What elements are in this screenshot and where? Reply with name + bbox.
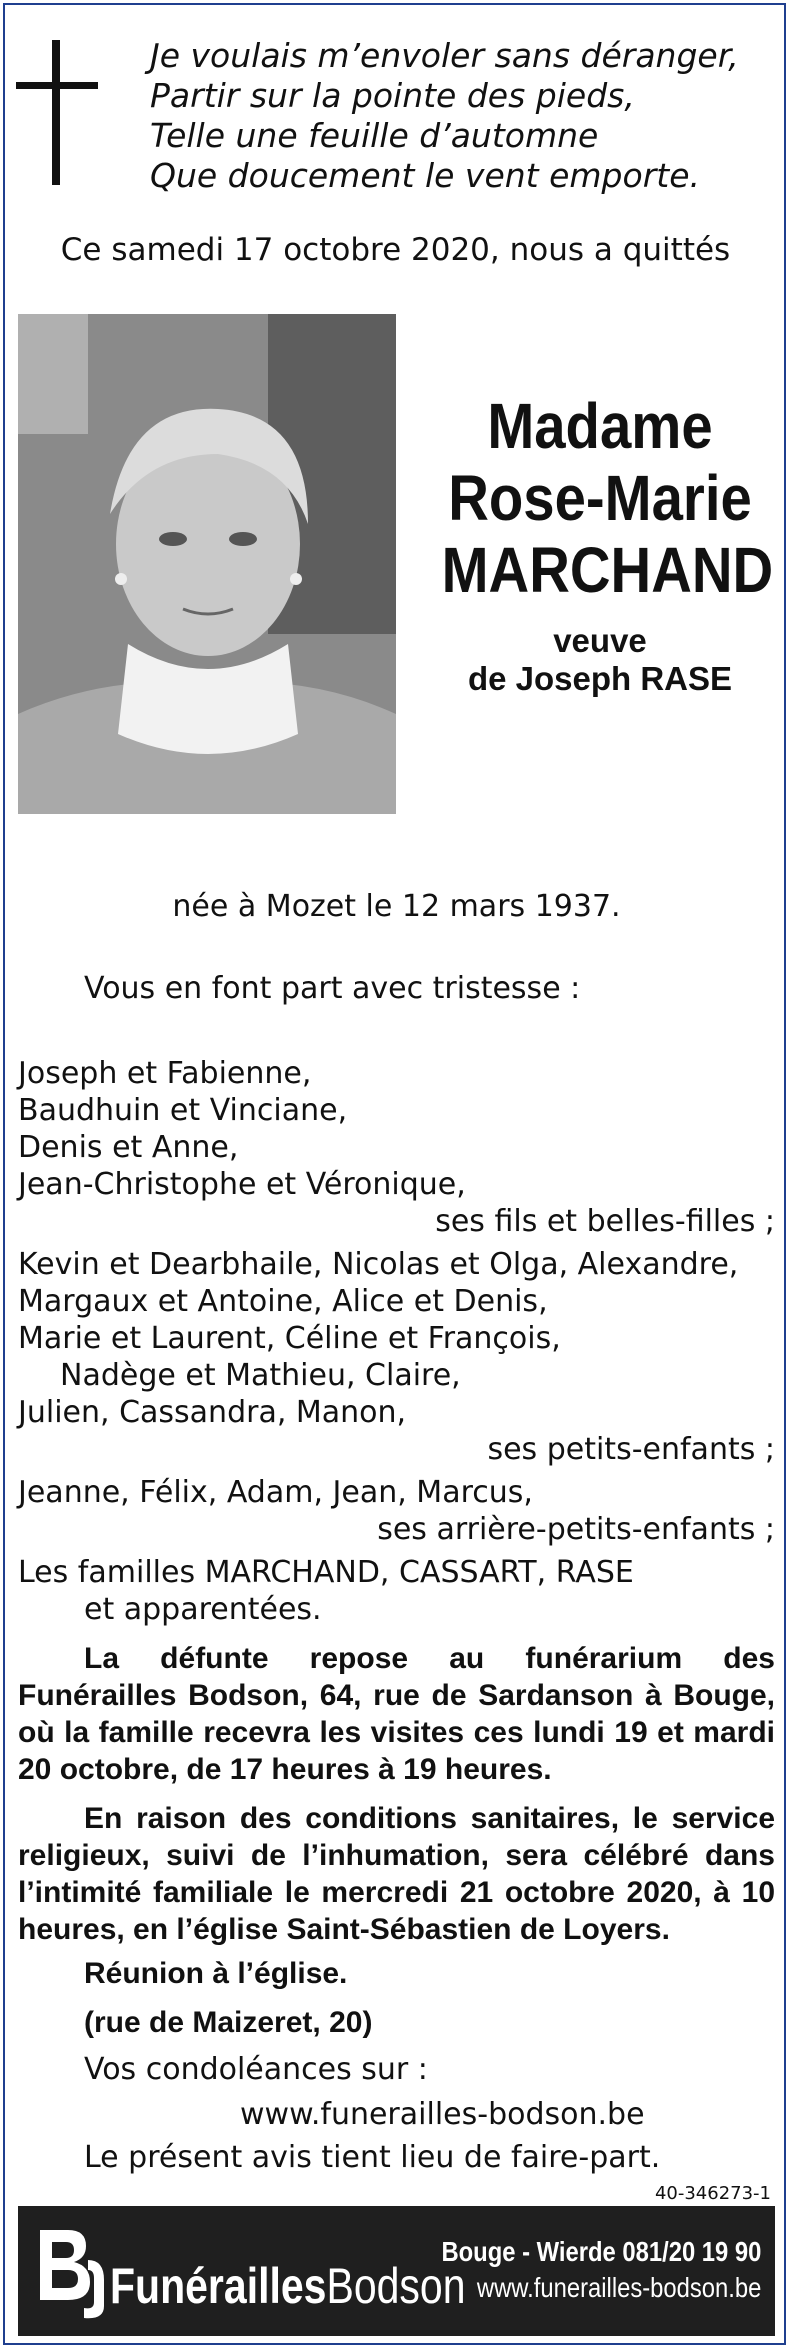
poem [150, 36, 770, 196]
birth-info: née à Mozet le 12 mars 1937. [172, 889, 621, 924]
name-line: MARCHAND [441, 534, 774, 606]
cross-icon [52, 40, 60, 185]
family-line: Joseph et Fabienne, [18, 1056, 312, 1091]
widow-line: de Joseph RASE [467, 660, 733, 697]
family-line: Kevin et Dearbhaile, Nicolas et Olga, Alexandre, [18, 1247, 739, 1282]
contact-info [385, 2234, 761, 2306]
family-line: Marie et Laurent, Céline et François, [18, 1321, 561, 1356]
widow-line: veuve [553, 622, 647, 659]
death-announcement: Ce samedi 17 octobre 2020, nous a quittés [60, 232, 731, 268]
family-label: ses fils et belles-filles ; [435, 1204, 775, 1239]
meeting-line: Réunion à l’église. [84, 1957, 348, 1990]
family-line: Denis et Anne, [18, 1130, 239, 1165]
condolences-label: Vos condoléances sur : [84, 2052, 428, 2087]
family-label: ses petits-enfants ; [487, 1432, 775, 1467]
poem-line: Telle une feuille d’automne [150, 116, 599, 155]
brand-regular: Bodson [326, 2258, 466, 2314]
poem-line: Je voulais m’envoler sans déranger, [150, 36, 739, 75]
family-line: Les familles MARCHAND, CASSART, RASE [18, 1555, 634, 1590]
name-line: Madame [487, 390, 713, 462]
meeting-info [18, 1955, 775, 2176]
deceased-name-block [420, 390, 780, 698]
announcement: Vous en font part avec tristesse : [84, 971, 581, 1006]
website-link[interactable]: www.funerailles-bodson.be [476, 2272, 761, 2303]
poem-line: Partir sur la pointe des pieds, [150, 76, 635, 115]
family-line: et apparentées. [84, 1592, 322, 1627]
family-line: Jeanne, Félix, Adam, Jean, Marcus, [18, 1475, 533, 1510]
family-line: Margaux et Antoine, Alice et Denis, [18, 1284, 548, 1319]
brand-bold: Funérailles [110, 2258, 327, 2314]
family-label: ses arrière-petits-enfants ; [377, 1512, 775, 1547]
family-line: Baudhuin et Vinciane, [18, 1093, 348, 1128]
bodson-logo-icon [32, 2220, 112, 2320]
poem-line: Que doucement le vent emporte. [150, 156, 700, 195]
family-line: Julien, Cassandra, Manon, [18, 1395, 407, 1430]
family-list [18, 1055, 775, 1628]
family-line: Nadège et Mathieu, Claire, [60, 1358, 461, 1393]
name-line: Rose-Marie [448, 462, 752, 534]
location-phone: Bouge - Wierde 081/20 19 90 [441, 2236, 761, 2267]
visitation-info: La défunte repose au funérarium des Funérailles Bodson, 64, rue de Sardanson à Bouge, où la famille recevra les visites ces lundi 19 et mardi 20 octobre, de 17 heures à 19 heures. [18, 1642, 775, 1786]
family-line: Jean-Christophe et Véronique, [18, 1167, 466, 1202]
portrait-photo [18, 314, 396, 814]
ceremony-info: En raison des conditions sanitaires, le service religieux, suivi de l’inhumation, sera célébré dans l’intimité familiale le mercredi 21 octobre 2020, à 10 heures, en l’église Saint-Sébastien de Loyers. [18, 1802, 775, 1946]
cross-icon-bar [16, 82, 98, 89]
notice-text: Le présent avis tient lieu de faire-part. [84, 2140, 661, 2175]
meeting-line: (rue de Maizeret, 20) [84, 2006, 373, 2039]
reference-number: 40-346273-1 [654, 2183, 771, 2204]
condolences-link[interactable]: www.funerailles-bodson.be [240, 2097, 645, 2132]
funeral-home-banner [18, 2206, 775, 2336]
